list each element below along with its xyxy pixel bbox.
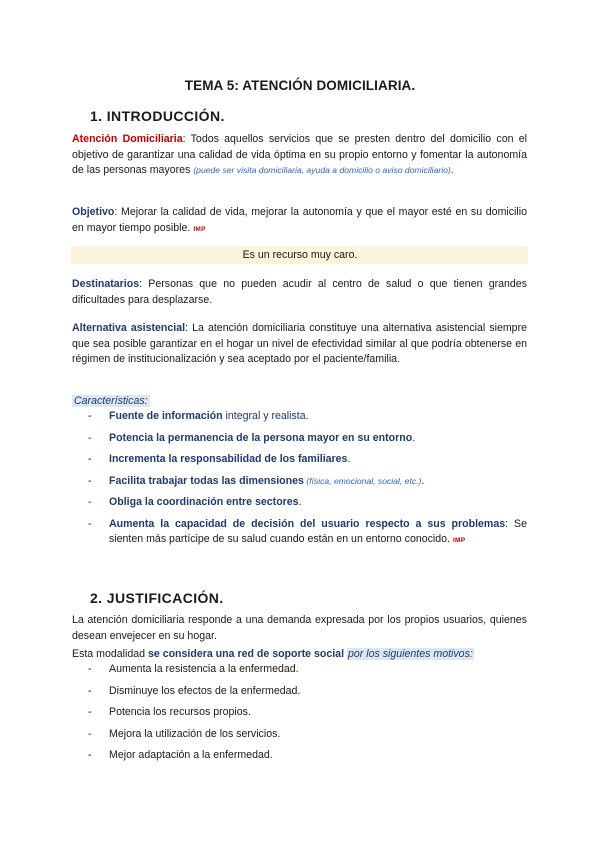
list-item — [90, 409, 527, 431]
paragraph-justificacion-intro: La atención domiciliaria responde a una demanda expresada por los propios usuarios, quienes desean envejecer en su hogar. — [72, 614, 527, 642]
list-dash: - — [88, 453, 92, 466]
term-atencion-domiciliaria: Atención Domiciliaria — [72, 133, 183, 145]
item-bold: Aumenta la capacidad de decisión del usuario respecto a sus problemas — [109, 517, 506, 530]
section-heading-introduccion: 1. INTRODUCCIÓN. — [90, 108, 225, 124]
list-dash: - — [88, 727, 92, 740]
list-dash: - — [88, 474, 92, 487]
motivo-text: Potencia los recursos propios. — [109, 706, 251, 718]
list-item — [90, 517, 527, 549]
list-item — [90, 431, 527, 453]
term-objetivo: Objetivo — [72, 206, 115, 218]
paragraph-alternativa-asistencial — [72, 321, 527, 368]
list-item — [90, 474, 527, 496]
list-dash: - — [88, 431, 92, 444]
list-item — [90, 727, 527, 749]
term-alternativa-asistencial: Alternativa asistencial — [72, 322, 186, 334]
list-dash: - — [88, 410, 92, 422]
document-title: TEMA 5: ATENCIÓN DOMICILIARIA. — [184, 78, 416, 93]
item-bold: Obliga la coordinación entre sectores — [109, 496, 299, 509]
list-dash: - — [88, 706, 92, 718]
destinatarios-text: : Personas que no pueden acudir al centro de salud o que tienen grandes dificultades para desplazarse. — [72, 278, 527, 306]
caracteristicas-list — [90, 409, 527, 549]
highlight-text: Es un recurso muy caro. — [242, 249, 358, 261]
list-dash: - — [88, 749, 92, 761]
list-item — [90, 748, 527, 770]
paragraph-objetivo — [72, 205, 527, 237]
item-rest: integral y realista. — [222, 410, 309, 422]
motivo-text: Mejor adaptación a la enfermedad. — [109, 749, 273, 761]
item-bold: Facilita trabajar todas las dimensiones — [109, 474, 304, 487]
item-note: (física, emocional, social, etc.) — [303, 475, 422, 486]
list-item — [90, 452, 527, 474]
item-bold: Potencia la permanencia de la persona mayor en su entorno — [109, 431, 413, 444]
alternativa-text: : La atención domiciliaria constituye una alternativa asistencial siempre que sea posible garantizar en el hogar un nivel de efectividad similar al que podría obtenerse en régimen de institucionalización y sea aceptado por el paciente/familia. — [72, 322, 527, 365]
item-rest: . — [412, 431, 416, 444]
modalidad-bold: se considera una red de soporte social — [147, 648, 345, 660]
atencion-note: (puede ser visita domiciliaria, ayuda a domicilio o aviso domiciliario) — [193, 165, 451, 175]
imp-badge: IMP — [193, 225, 206, 233]
atencion-text: : Todos aquellos servicios que se presten dentro del domicilio con el objetivo de garantizar una calidad de vida óptima en su propio entorno y fomentar la autonomía de las personas mayores — [72, 133, 527, 176]
list-dash: - — [88, 684, 92, 697]
item-rest: . — [347, 453, 351, 466]
modalidad-highlight: por los siguientes motivos: — [347, 648, 473, 660]
item-rest: . — [421, 474, 425, 487]
list-dash: - — [88, 663, 92, 675]
caracteristicas-label: Características: — [74, 395, 148, 407]
list-dash: - — [88, 517, 92, 530]
term-destinatarios: Destinatarios — [72, 278, 140, 290]
caracteristicas-label-line — [72, 394, 527, 410]
list-item — [90, 705, 527, 727]
paragraph-destinatarios — [72, 277, 527, 308]
item-rest: . — [298, 496, 302, 509]
motivos-list — [90, 662, 527, 770]
paragraph-modalidad — [72, 647, 527, 663]
paragraph-atencion-domiciliaria — [72, 132, 527, 179]
item-rest: : Se sienten más partícipe de su salud cuando están en un entorno conocido. — [109, 517, 527, 546]
atencion-end: . — [450, 164, 454, 176]
list-dash: - — [88, 496, 92, 509]
imp-badge: IMP — [452, 537, 466, 545]
modalidad-pre: Esta modalidad — [72, 648, 148, 660]
list-item — [90, 684, 527, 706]
objetivo-text: : Mejorar la calidad de vida, mejorar la autonomía y que el mayor esté en su domicilio en mayor tiempo posible. — [72, 206, 527, 234]
section-heading-justificacion: 2. JUSTIFICACIÓN. — [90, 590, 224, 606]
item-bold: Incrementa la responsabilidad de los familiares — [109, 453, 348, 466]
list-item — [90, 662, 527, 684]
list-item — [90, 495, 527, 517]
motivo-text: Aumenta la resistencia a la enfermedad. — [109, 663, 299, 675]
motivo-text: Mejora la utilización de los servicios. — [109, 727, 281, 740]
item-bold: Fuente de información — [109, 410, 223, 422]
motivo-text: Disminuye los efectos de la enfermedad. — [109, 684, 301, 697]
